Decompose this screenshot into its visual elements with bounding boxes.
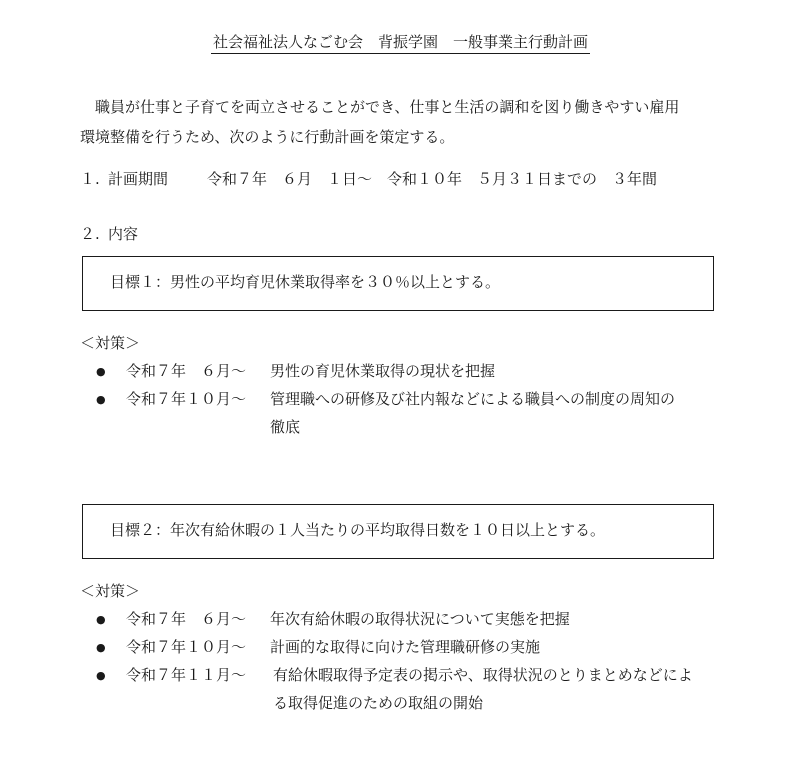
section2-number: ２. [80,225,100,243]
goal-1-item-2-text: 管理職への研修及び社内報などによる職員への制度の周知の [270,390,676,408]
goal-1-item-1-text: 男性の育児休業取得の現状を把握 [270,362,496,380]
goal-2-item-2-text: 計画的な取得に向けた管理職研修の実施 [270,638,541,656]
goal-2-measures-heading: ＜対策＞ [80,582,141,600]
goal-1-box [82,256,714,311]
intro-line-2: 環境整備を行うため、次のように行動計画を策定する。 [80,128,455,146]
bullet-icon: ● [96,641,106,654]
plan-period: 令和７年 ６月 １日～ 令和１０年 ５月３１日までの ３年間 [207,170,658,188]
section1-number: １. [80,170,100,188]
section1-label: 計画期間 [108,170,169,188]
goal-2-item-3-date: 令和７年１１月～ [126,666,247,684]
intro-line-1: 職員が仕事と子育てを両立させることができ、仕事と生活の調和を図り働きやすい雇用 [95,98,680,116]
document-title [0,35,801,50]
goal-2-box [82,504,714,559]
bullet-icon: ● [96,365,106,378]
goal-1-item-2-text-cont: 徹底 [270,418,301,436]
intro-paragraph [80,92,740,152]
goal-2-item-2-date: 令和７年１０月～ [126,638,247,656]
goal-1-item-2-date: 令和７年１０月～ [126,390,247,408]
bullet-icon: ● [96,613,106,626]
goal-1-item-1-date: 令和７年 ６月～ [126,362,247,380]
goal-2-item-3-text: 有給休暇取得予定表の掲示や、取得状況のとりまとめなどによ [273,666,693,684]
document-title-text: 社会福祉法人なごむ会 背振学園 一般事業主行動計画 [211,33,590,54]
bullet-icon: ● [96,393,106,406]
section2-label: 内容 [108,225,139,243]
goal-2-text: 目標２：年次有給休暇の１人当たりの平均取得日数を１０日以上とする。 [110,521,606,539]
goal-2-item-1-date: 令和７年 ６月～ [126,610,247,628]
goal-1-measures-heading: ＜対策＞ [80,334,141,352]
goal-2-item-1-text: 年次有給休暇の取得状況について実態を把握 [270,610,570,628]
goal-2-item-3-text-cont: る取得促進のための取組の開始 [273,694,484,712]
goal-1-text: 目標１：男性の平均育児休業取得率を３０％以上とする。 [110,273,501,291]
bullet-icon: ● [96,669,106,682]
